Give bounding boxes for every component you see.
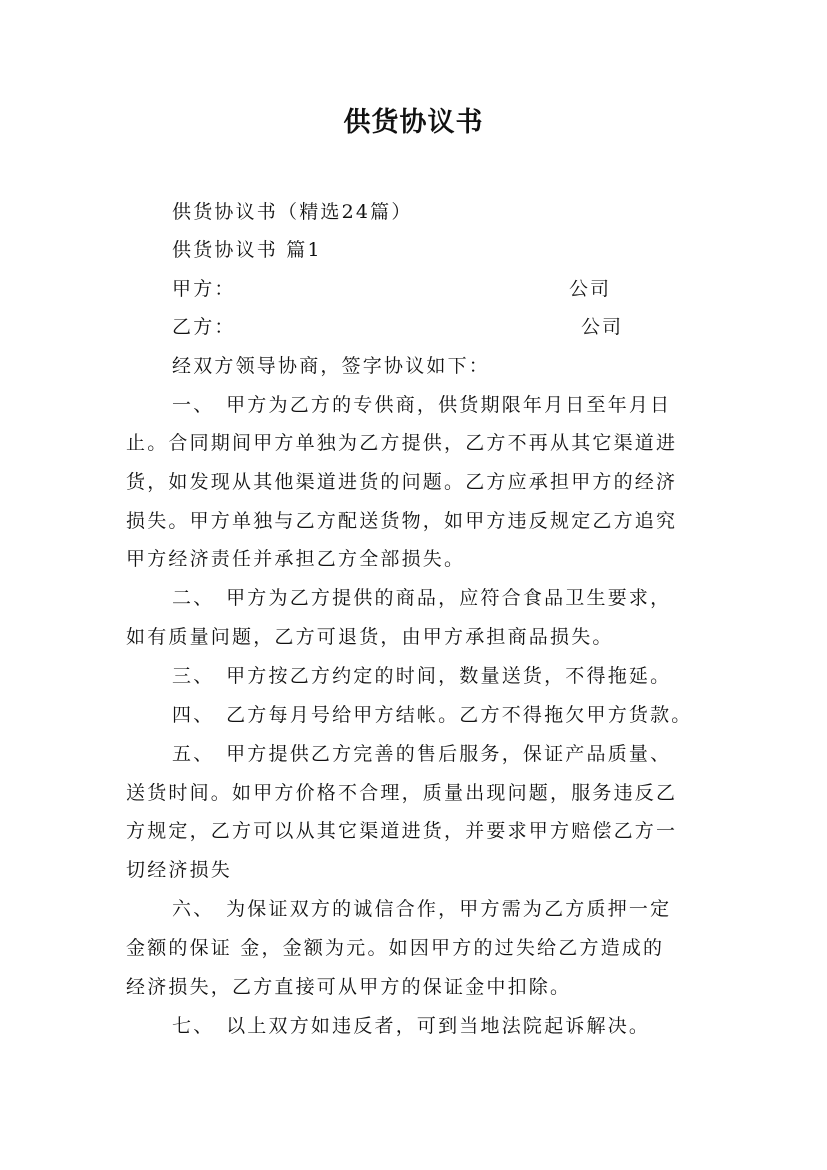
clause-4-line-1: 四、 乙方每月号给甲方结帐。乙方不得拖欠甲方货款。 [172, 704, 693, 726]
clause-5-line-3: 方规定，乙方可以从其它渠道进货，并要求甲方赔偿乙方一 [126, 820, 678, 842]
clause-6-line-3: 经济损失，乙方直接可从甲方的保证金中扣除。 [126, 976, 572, 998]
clause-2-line-2: 如有质量问题，乙方可退货，由甲方承担商品损失。 [126, 626, 614, 648]
clause-5-line-2: 送货时间。如甲方价格不合理，质量出现问题，服务违反乙 [126, 782, 678, 804]
clause-7-line-1: 七、 以上双方如违反者，可到当地法院起诉解决。 [172, 1015, 651, 1037]
section-heading: 供货协议书 篇1 [172, 239, 322, 261]
clause-1-line-3: 货，如发现从其他渠道进货的问题。乙方应承担甲方的经济 [126, 471, 678, 493]
clause-1-line-5: 甲方经济责任并承担乙方全部损失。 [126, 548, 466, 570]
intro-line: 经双方领导协商，签字协议如下： [172, 355, 491, 377]
party-b-label: 乙方： [172, 316, 236, 338]
party-b-company: 公司 [581, 316, 624, 338]
subtitle: 供货协议书（精选24篇） [172, 201, 413, 223]
clause-3-line-1: 三、 甲方按乙方约定的时间，数量送货，不得拖延。 [172, 665, 672, 687]
clause-1-line-1: 一、 甲方为乙方的专供商，供货期限年月日至年月日 [172, 394, 672, 416]
clause-5-line-4: 切经济损失 [126, 859, 233, 881]
party-a-label: 甲方： [172, 278, 236, 300]
clause-1-line-2: 止。合同期间甲方单独为乙方提供，乙方不再从其它渠道进 [126, 432, 678, 454]
clause-5-line-1: 五、 甲方提供乙方完善的售后服务，保证产品质量、 [172, 743, 672, 765]
clause-2-line-1: 二、 甲方为乙方提供的商品，应符合食品卫生要求， [172, 587, 672, 609]
clause-1-line-4: 损失。甲方单独与乙方配送货物，如甲方违反规定乙方追究 [126, 510, 678, 532]
document-title: 供货协议书 [343, 107, 484, 138]
clause-6-line-2: 金额的保证 金，金额为元。如因甲方的过失给乙方造成的 [126, 937, 665, 959]
clause-6-line-1: 六、 为保证双方的诚信合作，甲方需为乙方质押一定 [172, 898, 672, 920]
party-a-company: 公司 [569, 278, 612, 300]
